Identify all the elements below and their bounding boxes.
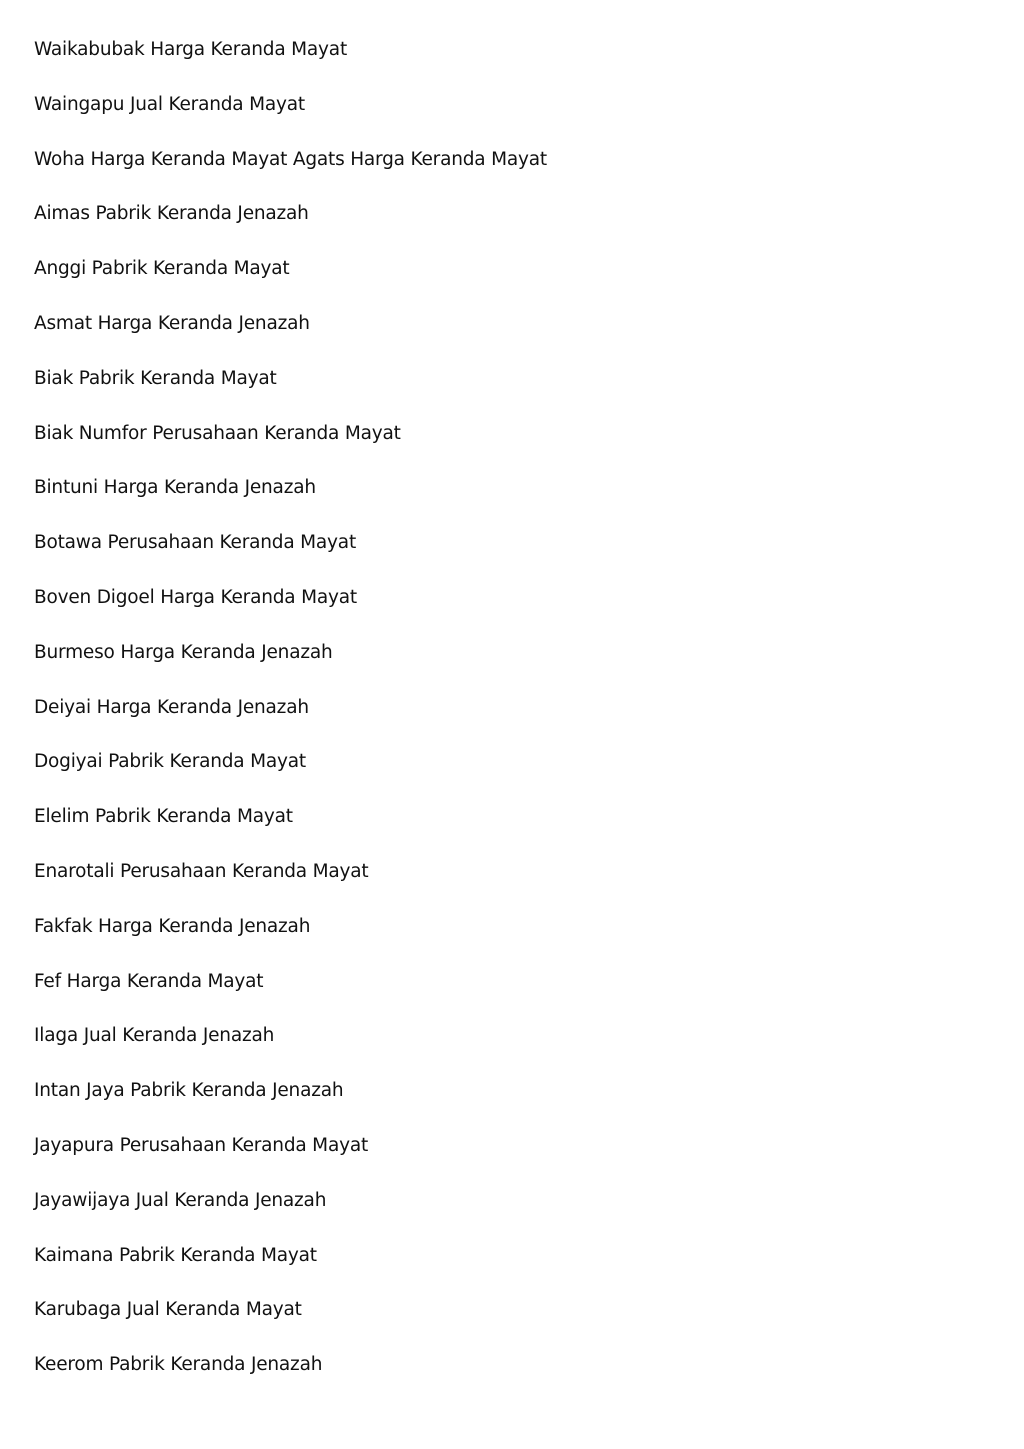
text-list bbox=[34, 37, 974, 1407]
list-item: Anggi Pabrik Keranda Mayat bbox=[34, 258, 290, 280]
list-item: Waingapu Jual Keranda Mayat bbox=[34, 93, 305, 115]
list-item: Dogiyai Pabrik Keranda Mayat bbox=[34, 751, 306, 773]
list-item: Aimas Pabrik Keranda Jenazah bbox=[34, 203, 309, 225]
list-item: Fef Harga Keranda Mayat bbox=[34, 970, 264, 992]
list-item: Elelim Pabrik Keranda Mayat bbox=[34, 806, 293, 828]
list-item: Botawa Perusahaan Keranda Mayat bbox=[34, 532, 356, 554]
list-item: Burmeso Harga Keranda Jenazah bbox=[34, 641, 333, 663]
list-item: Keerom Pabrik Keranda Jenazah bbox=[34, 1354, 323, 1376]
list-item: Boven Digoel Harga Keranda Mayat bbox=[34, 586, 357, 608]
list-item: Deiyai Harga Keranda Jenazah bbox=[34, 696, 309, 718]
list-item: Biak Numfor Perusahaan Keranda Mayat bbox=[34, 422, 401, 444]
list-item: Bintuni Harga Keranda Jenazah bbox=[34, 477, 316, 499]
list-item: Ilaga Jual Keranda Jenazah bbox=[34, 1025, 275, 1047]
list-item: Woha Harga Keranda Mayat Agats Harga Keranda Mayat bbox=[34, 148, 547, 170]
list-item: Enarotali Perusahaan Keranda Mayat bbox=[34, 860, 369, 882]
list-item: Jayawijaya Jual Keranda Jenazah bbox=[34, 1189, 327, 1211]
list-item: Intan Jaya Pabrik Keranda Jenazah bbox=[34, 1080, 344, 1102]
list-item: Biak Pabrik Keranda Mayat bbox=[34, 367, 277, 389]
list-item: Fakfak Harga Keranda Jenazah bbox=[34, 915, 311, 937]
list-item: Karubaga Jual Keranda Mayat bbox=[34, 1299, 302, 1321]
list-item: Asmat Harga Keranda Jenazah bbox=[34, 312, 310, 334]
list-item: Kaimana Pabrik Keranda Mayat bbox=[34, 1244, 317, 1266]
list-item: Waikabubak Harga Keranda Mayat bbox=[34, 39, 347, 60]
list-item: Jayapura Perusahaan Keranda Mayat bbox=[34, 1134, 369, 1156]
